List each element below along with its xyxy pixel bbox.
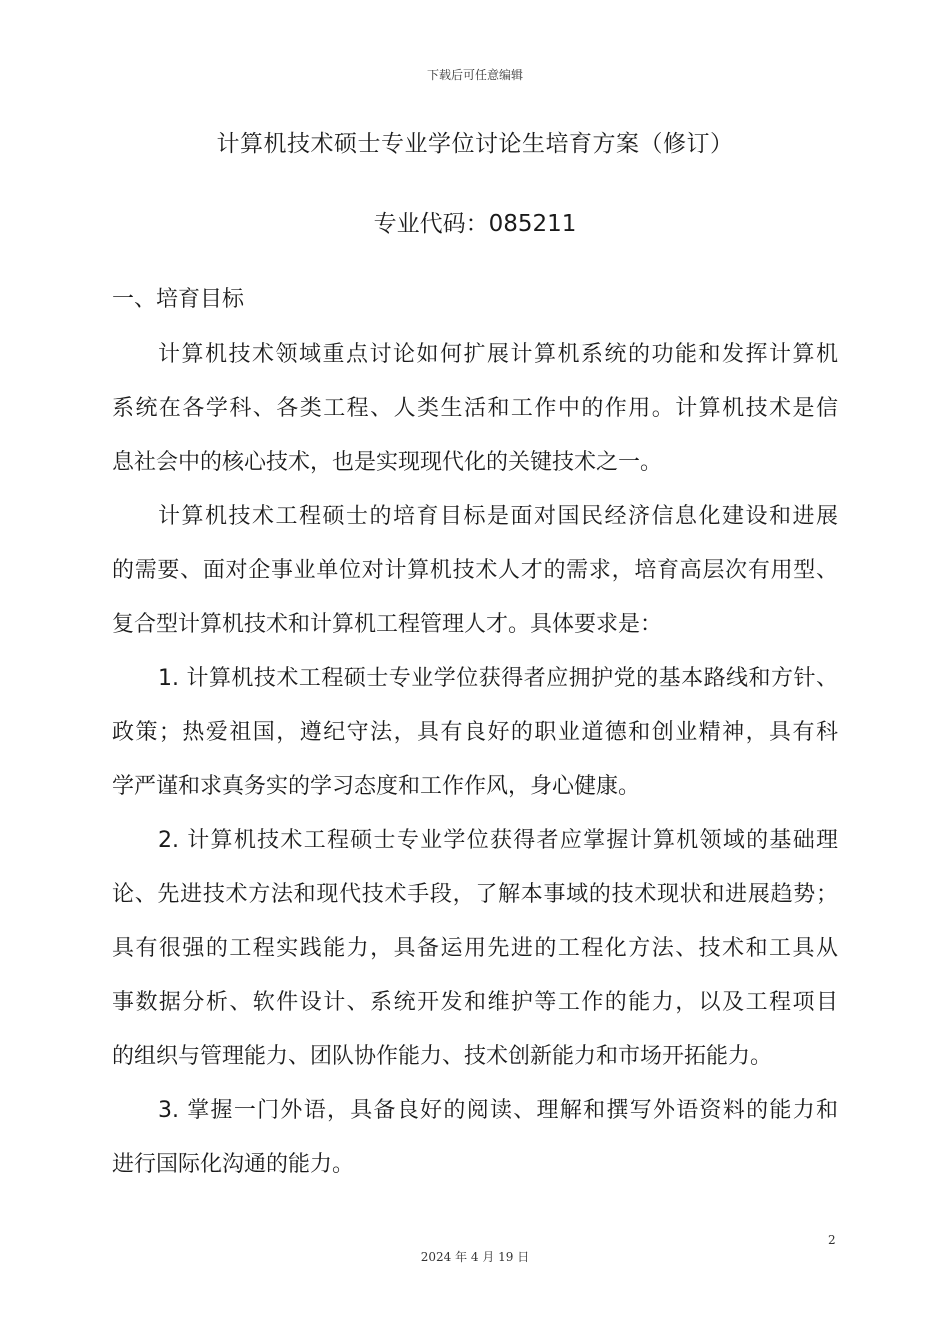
paragraph-line: 3. 掌握一门外语，具备良好的阅读、理解和撰写外语资料的能力和 — [158, 1098, 838, 1123]
paragraph-line: 系统在各学科、各类工程、人类生活和工作中的作用。计算机技术是信 — [112, 396, 838, 421]
paragraph-line: 计算机技术工程硕士的培育目标是面对国民经济信息化建设和进展 — [158, 504, 838, 529]
paragraph-line: 政策；热爱祖国，遵纪守法，具有良好的职业道德和创业精神，具有科 — [112, 720, 838, 745]
paragraph-line: 计算机技术领域重点讨论如何扩展计算机系统的功能和发挥计算机 — [158, 342, 838, 367]
header-note: 下载后可任意编辑 — [426, 68, 523, 82]
footer-date: 2024 年 4 月 19 日 — [420, 1250, 530, 1264]
paragraph-line: 学严谨和求真务实的学习态度和工作作风，身心健康。 — [112, 774, 641, 799]
paragraph-line: 的需要、面对企事业单位对计算机技术人才的需求，培育高层次有用型、 — [112, 558, 838, 583]
paragraph-line: 的组织与管理能力、团队协作能力、技术创新能力和市场开拓能力。 — [112, 1044, 773, 1069]
paragraph-line: 具有很强的工程实践能力，具备运用先进的工程化方法、技术和工具从 — [112, 936, 838, 961]
section-heading: 一、培育目标 — [112, 287, 245, 312]
page-number: 2 — [828, 1233, 836, 1247]
paragraph-line: 2. 计算机技术工程硕士专业学位获得者应掌握计算机领域的基础理 — [158, 828, 838, 853]
paragraph-line: 事数据分析、软件设计、系统开发和维护等工作的能力，以及工程项目 — [112, 990, 838, 1015]
paragraph-line: 1. 计算机技术工程硕士专业学位获得者应拥护党的基本路线和方针、 — [158, 666, 838, 691]
paragraph-line: 复合型计算机技术和计算机工程管理人才。具体要求是： — [112, 612, 663, 637]
document-title: 计算机技术硕士专业学位讨论生培育方案（修订） — [216, 131, 734, 157]
paragraph-line: 息社会中的核心技术，也是实现现代化的关键技术之一。 — [112, 450, 663, 475]
major-code: 专业代码：085211 — [373, 211, 577, 237]
paragraph-line: 论、先进技术方法和现代技术手段，了解本事域的技术现状和进展趋势； — [112, 882, 838, 907]
paragraph-line: 进行国际化沟通的能力。 — [112, 1152, 355, 1177]
